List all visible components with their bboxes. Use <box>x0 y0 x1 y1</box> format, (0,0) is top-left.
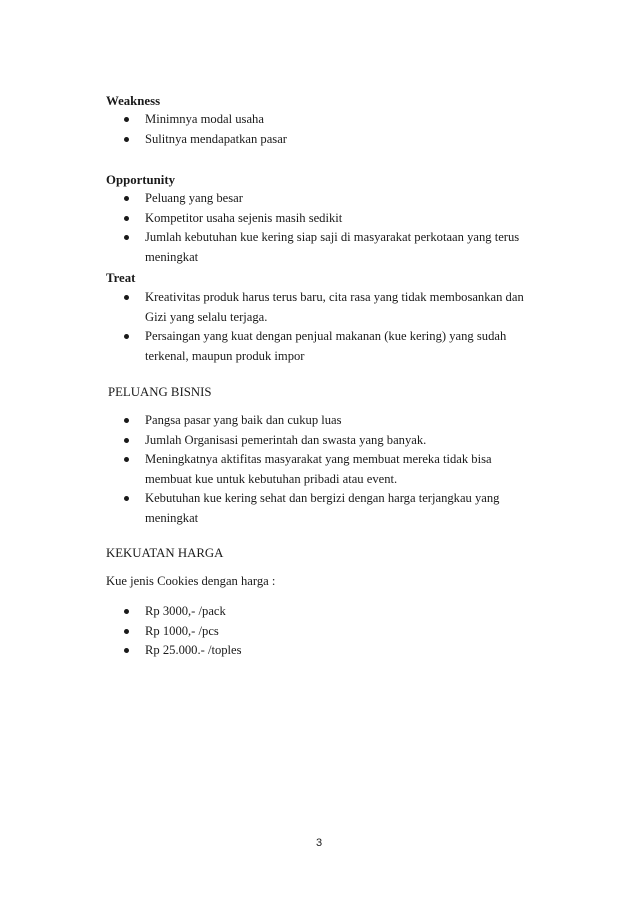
list-item-text: Pangsa pasar yang baik dan cukup luas <box>145 413 342 427</box>
list-item-text: Persaingan yang kuat dengan penjual makanan (kue kering) yang sudah terkenal, maupun produk impor <box>145 329 507 363</box>
list-item <box>0 411 540 431</box>
treat-list <box>0 288 638 366</box>
list-item-text: Rp 3000,- /pack <box>145 604 226 618</box>
kekuatan-harga-heading: KEKUATAN HARGA <box>106 546 224 560</box>
opportunity-list <box>0 189 638 267</box>
list-item <box>0 431 540 451</box>
bullet-icon <box>124 137 129 142</box>
treat-heading: Treat <box>106 271 136 285</box>
page-number: 3 <box>315 837 323 849</box>
list-item <box>0 130 540 150</box>
weakness-list <box>0 110 638 149</box>
list-item-text: Kompetitor usaha sejenis masih sedikit <box>145 210 343 225</box>
bullet-icon <box>124 216 129 221</box>
bullet-icon <box>124 235 129 240</box>
list-item <box>0 110 540 130</box>
list-item <box>0 288 540 327</box>
kekuatan-harga-list <box>0 602 638 661</box>
bullet-icon <box>124 295 129 300</box>
list-item-text: Kreativitas produk harus terus baru, cita rasa yang tidak membosankan dan Gizi yang selalu terjaga. <box>145 290 524 324</box>
list-item-text: Kebutuhan kue kering sehat dan bergizi dengan harga terjangkau yang meningkat <box>145 491 500 525</box>
bullet-icon <box>124 117 129 122</box>
list-item-text: Sulitnya mendapatkan pasar <box>145 131 287 146</box>
list-item <box>0 228 540 267</box>
opportunity-heading: Opportunity <box>106 173 175 187</box>
list-item <box>0 489 540 528</box>
list-item-text: Jumlah kebutuhan kue kering siap saji di masyarakat perkotaan yang terus meningkat <box>145 230 520 264</box>
list-item <box>0 641 540 661</box>
list-item <box>0 327 540 366</box>
list-item <box>0 189 540 209</box>
list-item-text: Rp 25.000.- /toples <box>145 643 242 657</box>
list-item-text: Jumlah Organisasi pemerintah dan swasta yang banyak. <box>145 432 427 447</box>
peluang-bisnis-list <box>0 411 638 528</box>
kekuatan-harga-intro: Kue jenis Cookies dengan harga : <box>106 574 276 588</box>
bullet-icon <box>124 196 129 201</box>
bullet-icon <box>124 629 129 634</box>
bullet-icon <box>124 438 129 443</box>
weakness-heading: Weakness <box>106 94 161 108</box>
bullet-icon <box>124 457 129 462</box>
list-item <box>0 622 540 642</box>
list-item-text: Peluang yang besar <box>145 191 243 205</box>
list-item-text: Minimnya modal usaha <box>145 112 264 126</box>
list-item <box>0 209 540 229</box>
bullet-icon <box>124 334 129 339</box>
list-item-text: Meningkatnya aktifitas masyarakat yang membuat mereka tidak bisa membuat kue untuk kebutuhan pribadi atau event. <box>145 452 492 486</box>
list-item <box>0 450 540 489</box>
bullet-icon <box>124 648 129 653</box>
bullet-icon <box>124 496 129 501</box>
list-item <box>0 602 540 622</box>
bullet-icon <box>124 609 129 614</box>
peluang-bisnis-heading: PELUANG BISNIS <box>108 385 212 399</box>
list-item-text: Rp 1000,- /pcs <box>145 623 219 638</box>
bullet-icon <box>124 418 129 423</box>
